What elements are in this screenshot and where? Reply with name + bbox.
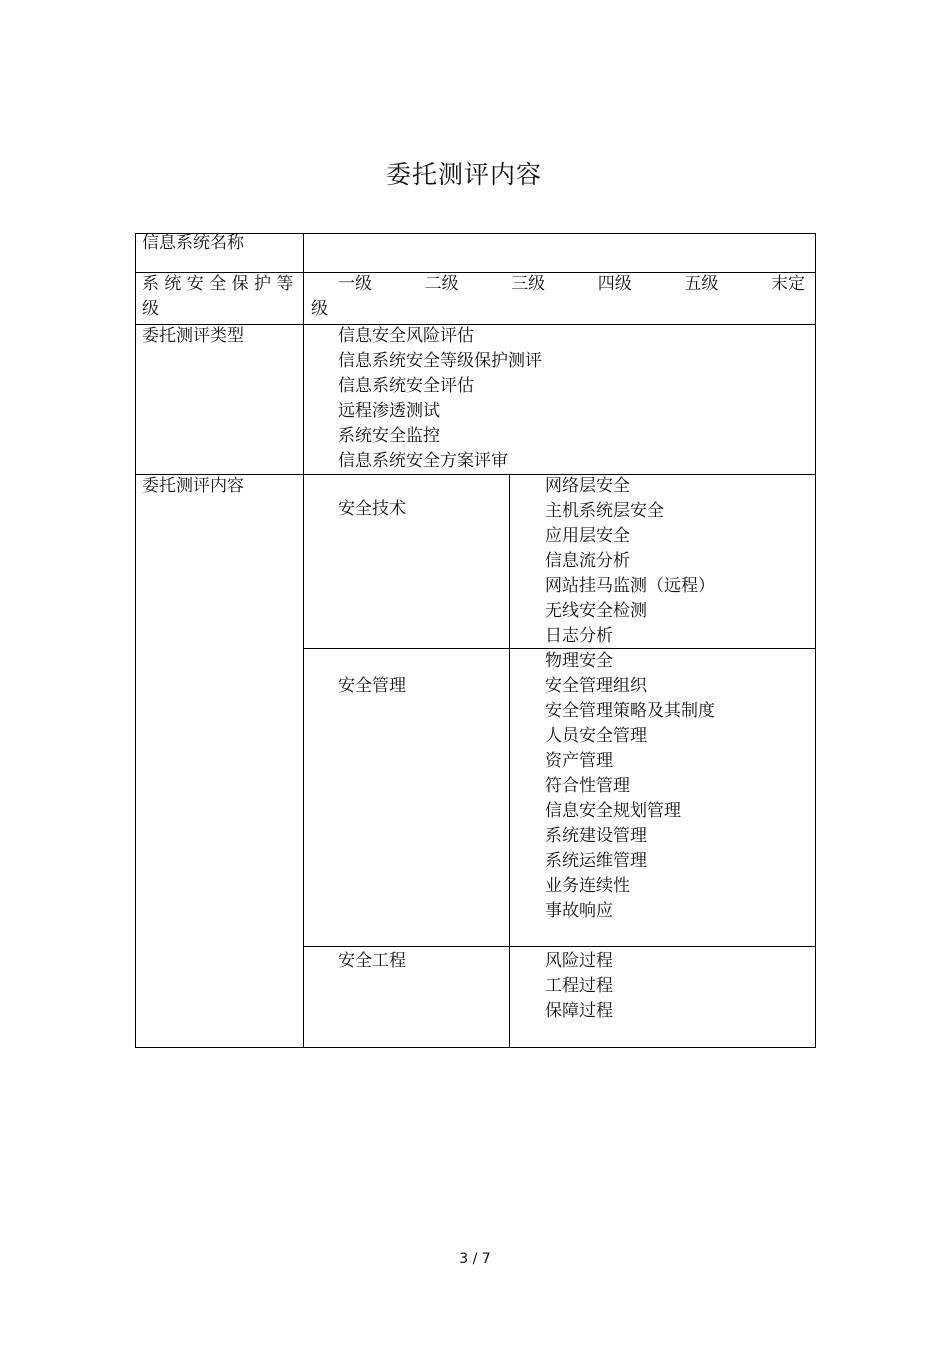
category-name: 安全管理 bbox=[338, 676, 406, 696]
protection-level-options bbox=[311, 272, 805, 297]
category-name: 安全技术 bbox=[338, 499, 406, 519]
protection-level-wrap: 级 bbox=[311, 299, 328, 319]
list-item: 安全管理组织 bbox=[545, 676, 647, 696]
assessment-type-list bbox=[338, 324, 542, 474]
list-item: 人员安全管理 bbox=[545, 726, 647, 746]
list-item: 信息安全规划管理 bbox=[545, 801, 681, 821]
list-item: 信息流分析 bbox=[545, 551, 630, 571]
list-item: 风险过程 bbox=[545, 951, 613, 971]
list-item: 信息系统安全评估 bbox=[338, 376, 474, 396]
protection-level-label: 系 统 安 全 保 护 等 bbox=[142, 274, 294, 294]
assessment-type-label: 委托测评类型 bbox=[142, 326, 244, 346]
list-item: 系统安全监控 bbox=[338, 426, 440, 446]
assessment-content-label: 委托测评内容 bbox=[142, 476, 244, 496]
level-option: 末定 bbox=[770, 274, 805, 294]
category-name: 安全工程 bbox=[338, 951, 406, 971]
list-item: 保障过程 bbox=[545, 1001, 613, 1021]
page-number: 3 / 7 bbox=[459, 1251, 491, 1267]
page-title: 委托测评内容 bbox=[385, 160, 542, 189]
list-item: 应用层安全 bbox=[545, 526, 630, 546]
list-item: 远程渗透测试 bbox=[338, 401, 440, 421]
system-name-label: 信息系统名称 bbox=[142, 233, 244, 253]
list-item: 资产管理 bbox=[545, 751, 613, 771]
column-divider bbox=[303, 233, 304, 1048]
protection-level-label-wrap: 级 bbox=[142, 299, 159, 319]
list-item: 网络层安全 bbox=[545, 476, 630, 496]
level-option: 一级 bbox=[338, 274, 372, 294]
level-option: 二级 bbox=[424, 274, 459, 294]
level-option: 五级 bbox=[684, 274, 719, 294]
list-item: 系统运维管理 bbox=[545, 851, 647, 871]
list-item: 系统建设管理 bbox=[545, 826, 647, 846]
list-item: 事故响应 bbox=[545, 901, 613, 921]
column-divider bbox=[509, 474, 510, 1048]
level-option: 四级 bbox=[597, 274, 632, 294]
subrow-divider bbox=[303, 946, 816, 947]
category-items bbox=[545, 649, 715, 924]
list-item: 网站挂马监测（远程） bbox=[545, 576, 715, 596]
list-item: 无线安全检测 bbox=[545, 601, 647, 621]
table-border-bottom bbox=[135, 1047, 816, 1048]
list-item: 工程过程 bbox=[545, 976, 613, 996]
list-item: 物理安全 bbox=[545, 651, 613, 671]
category-items bbox=[545, 949, 613, 1024]
list-item: 信息系统安全方案评审 bbox=[338, 451, 508, 471]
level-option: 三级 bbox=[511, 274, 546, 294]
table-border-right bbox=[815, 233, 816, 1048]
list-item: 信息安全风险评估 bbox=[338, 326, 474, 346]
list-item: 业务连续性 bbox=[545, 876, 630, 896]
list-item: 信息系统安全等级保护测评 bbox=[338, 351, 542, 371]
list-item: 日志分析 bbox=[545, 626, 613, 646]
table-border-left bbox=[135, 233, 136, 1048]
list-item: 安全管理策略及其制度 bbox=[545, 701, 715, 721]
list-item: 主机系统层安全 bbox=[545, 501, 664, 521]
list-item: 符合性管理 bbox=[545, 776, 630, 796]
category-items bbox=[545, 474, 715, 649]
